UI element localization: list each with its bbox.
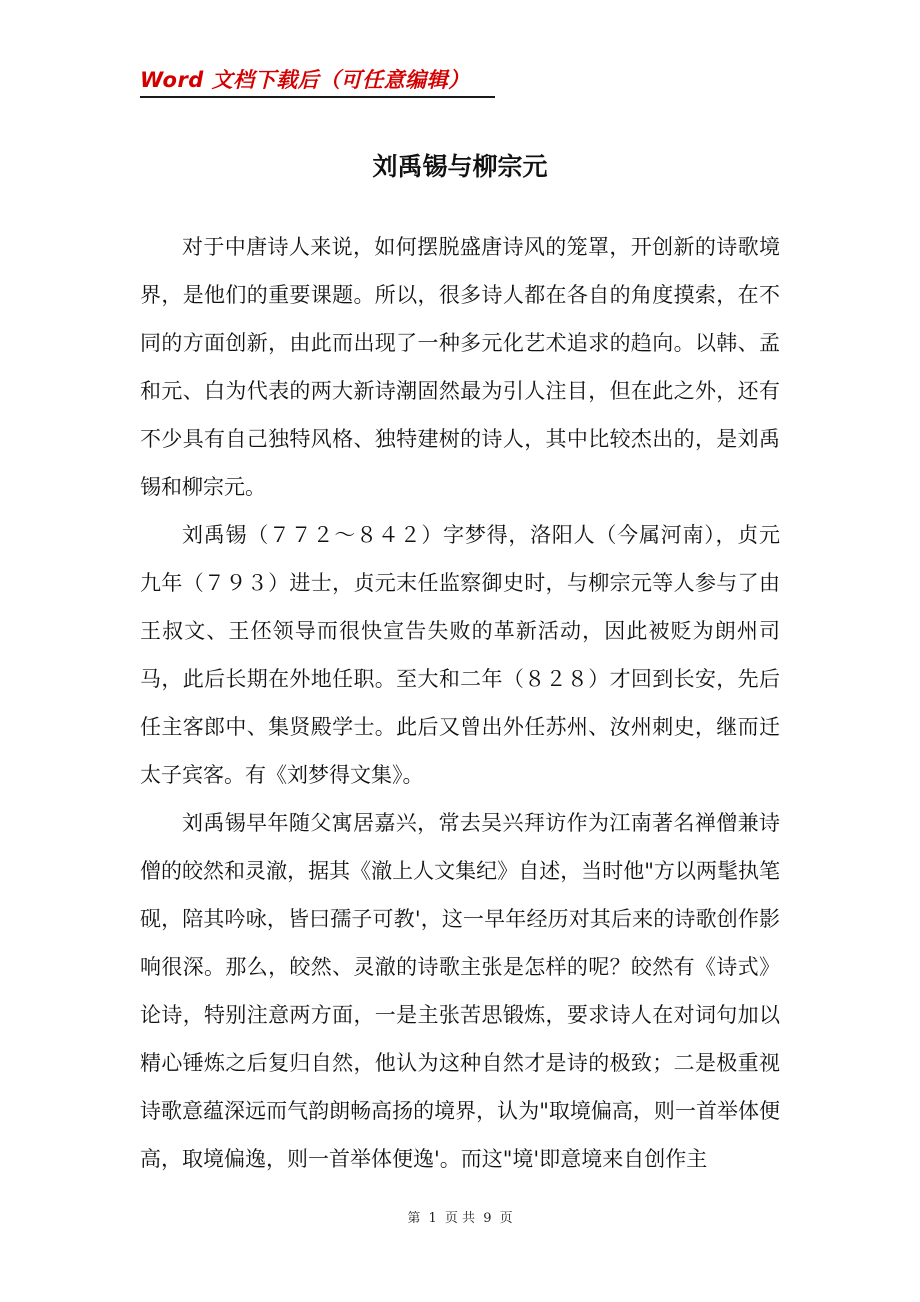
footer-suffix: 页 — [499, 1211, 513, 1226]
footer-page-number: 1 — [428, 1211, 437, 1226]
footer-total-pages: 9 — [483, 1211, 492, 1226]
document-header — [140, 66, 495, 98]
header-label: Word 文档下载后（可任意编辑） — [140, 68, 470, 92]
paragraph-3: 刘禹锡早年随父寓居嘉兴，常去吴兴拜访作为江南著名禅僧兼诗僧的皎然和灵澈，据其《澈上人文集纪》自述，当时他"方以两髦执笔砚，陪其吟咏，皆曰孺子可教'，这一早年经历对其后来的诗歌创作影响很深。那么，皎然、灵澈的诗歌主张是怎样的呢？皎然有《诗式》论诗，特别注意两方面，一是主张苦思锻炼，要求诗人在对词句加以精心锤炼之后复归自然，他认为这种自然才是诗的极致；二是极重视诗歌意蕴深远而气韵朗畅高扬的境界，认为"取境偏高，则一首举体便高，取境偏逸，则一首举体便逸'。而这"境'即意境来自创作主 — [140, 811, 780, 1171]
page-footer — [0, 1207, 920, 1226]
footer-middle: 页 共 — [444, 1211, 476, 1226]
paragraph-1: 对于中唐诗人来说，如何摆脱盛唐诗风的笼罩，开创新的诗歌境界，是他们的重要课题。所以，很多诗人都在各自的角度摸索，在不同的方面创新，由此而出现了一种多元化艺术追求的趋向。以韩、孟和元、白为代表的两大新诗潮固然最为引人注目，但在此之外，还有不少具有自己独特风格、独特建树的诗人，其中比较杰出的，是刘禹锡和柳宗元。 — [140, 235, 780, 499]
document-body — [140, 223, 780, 1183]
paragraph-2: 刘禹锡（７７２～８４２）字梦得，洛阳人（今属河南），贞元九年（７９３）进士，贞元末任监察御史时，与柳宗元等人参与了由王叔文、王伾领导而很快宣告失败的革新活动，因此被贬为朗州司马，此后长期在外地任职。至大和二年（８２８）才回到长安，先后任主客郎中、集贤殿学士。此后又曾出外任苏州、汝州刺史，继而迁太子宾客。有《刘梦得文集》。 — [140, 523, 780, 787]
footer-prefix: 第 — [407, 1211, 421, 1226]
page-title: 刘禹锡与柳宗元 — [372, 152, 548, 181]
